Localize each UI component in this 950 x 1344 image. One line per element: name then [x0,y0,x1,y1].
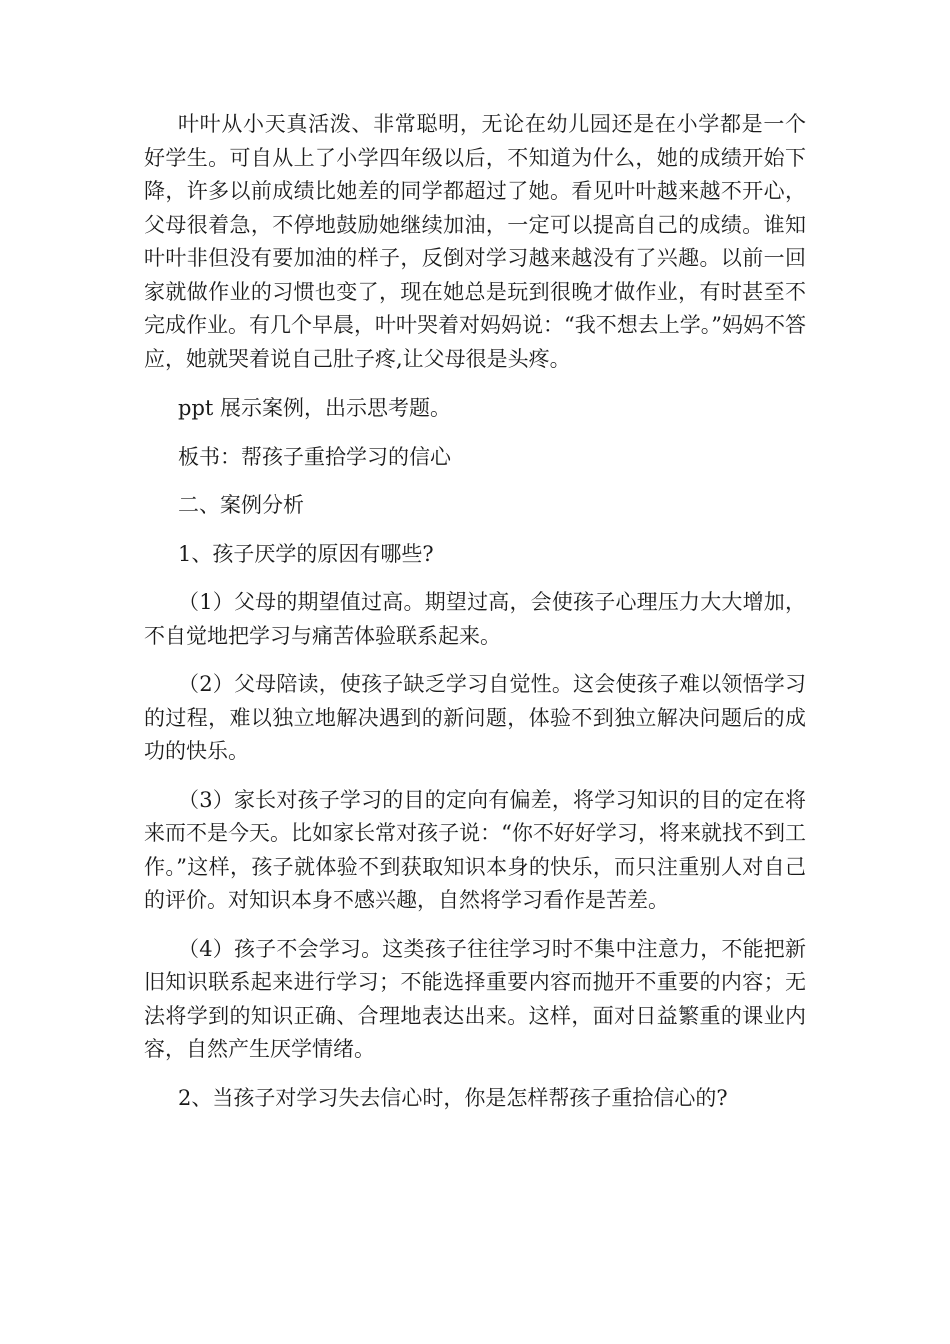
reason-4-paragraph: （4）孩子不会学习。这类孩子往往学习时不集中注意力，不能把新旧知识联系起来进行学习；不能选择重要内容而抛开不重要的内容；无法将学到的知识正确、合理地表达出来。这样，面对日益繁重的课业内容，自然产生厌学情绪。 [144,936,806,1061]
section-heading-case-analysis: 二、案例分析 [178,493,304,517]
question-2-paragraph: 2、当孩子对学习失去信心时，你是怎样帮孩子重拾信心的? [178,1085,728,1110]
reason-1-paragraph: （1）父母的期望值过高。期望过高，会使孩子心理压力大大增加，不自觉地把学习与痛苦体验联系起来。 [144,590,806,648]
question-1-paragraph: 1、孩子厌学的原因有哪些? [178,541,434,566]
board-note-paragraph: 板书：帮孩子重拾学习的信心 [178,444,451,469]
case-story-paragraph: 叶叶从小天真活泼、非常聪明，无论在幼儿园还是在小学都是一个好学生。可自从上了小学四年级以后，不知道为什么，她的成绩开始下降，许多以前成绩比她差的同学都超过了她。看见叶叶越来越不开心，父母很着急，不停地鼓励她继续加油，一定可以提高自己的成绩。谁知叶叶非但没有要加油的样子，反倒对学习越来越没有了兴趣。以前一回家就做作业的习惯也变了，现在她总是玩到很晚才做作业，有时甚至不完成作业。有几个早晨，叶叶哭着对妈妈说：“我不想去上学。”妈妈不答应，她就哭着说自己肚子疼,让父母很是头疼。 [144,112,806,371]
reason-3-paragraph: （3）家长对孩子学习的目的定向有偏差，将学习知识的目的定在将来而不是今天。比如家长常对孩子说：“你不好好学习，将来就找不到工作。”这样，孩子就体验不到获取知识本身的快乐，而只注重别人对自己的评价。对知识本身不感兴趣，自然将学习看作是苦差。 [144,787,806,912]
document-body [144,108,806,1115]
ppt-note-paragraph: ppt 展示案例，出示思考题。 [178,396,451,420]
reason-2-paragraph: （2）父母陪读，使孩子缺乏学习自觉性。这会使孩子难以领悟学习的过程，难以独立地解决遇到的新问题，体验不到独立解决问题后的成功的快乐。 [144,672,806,763]
